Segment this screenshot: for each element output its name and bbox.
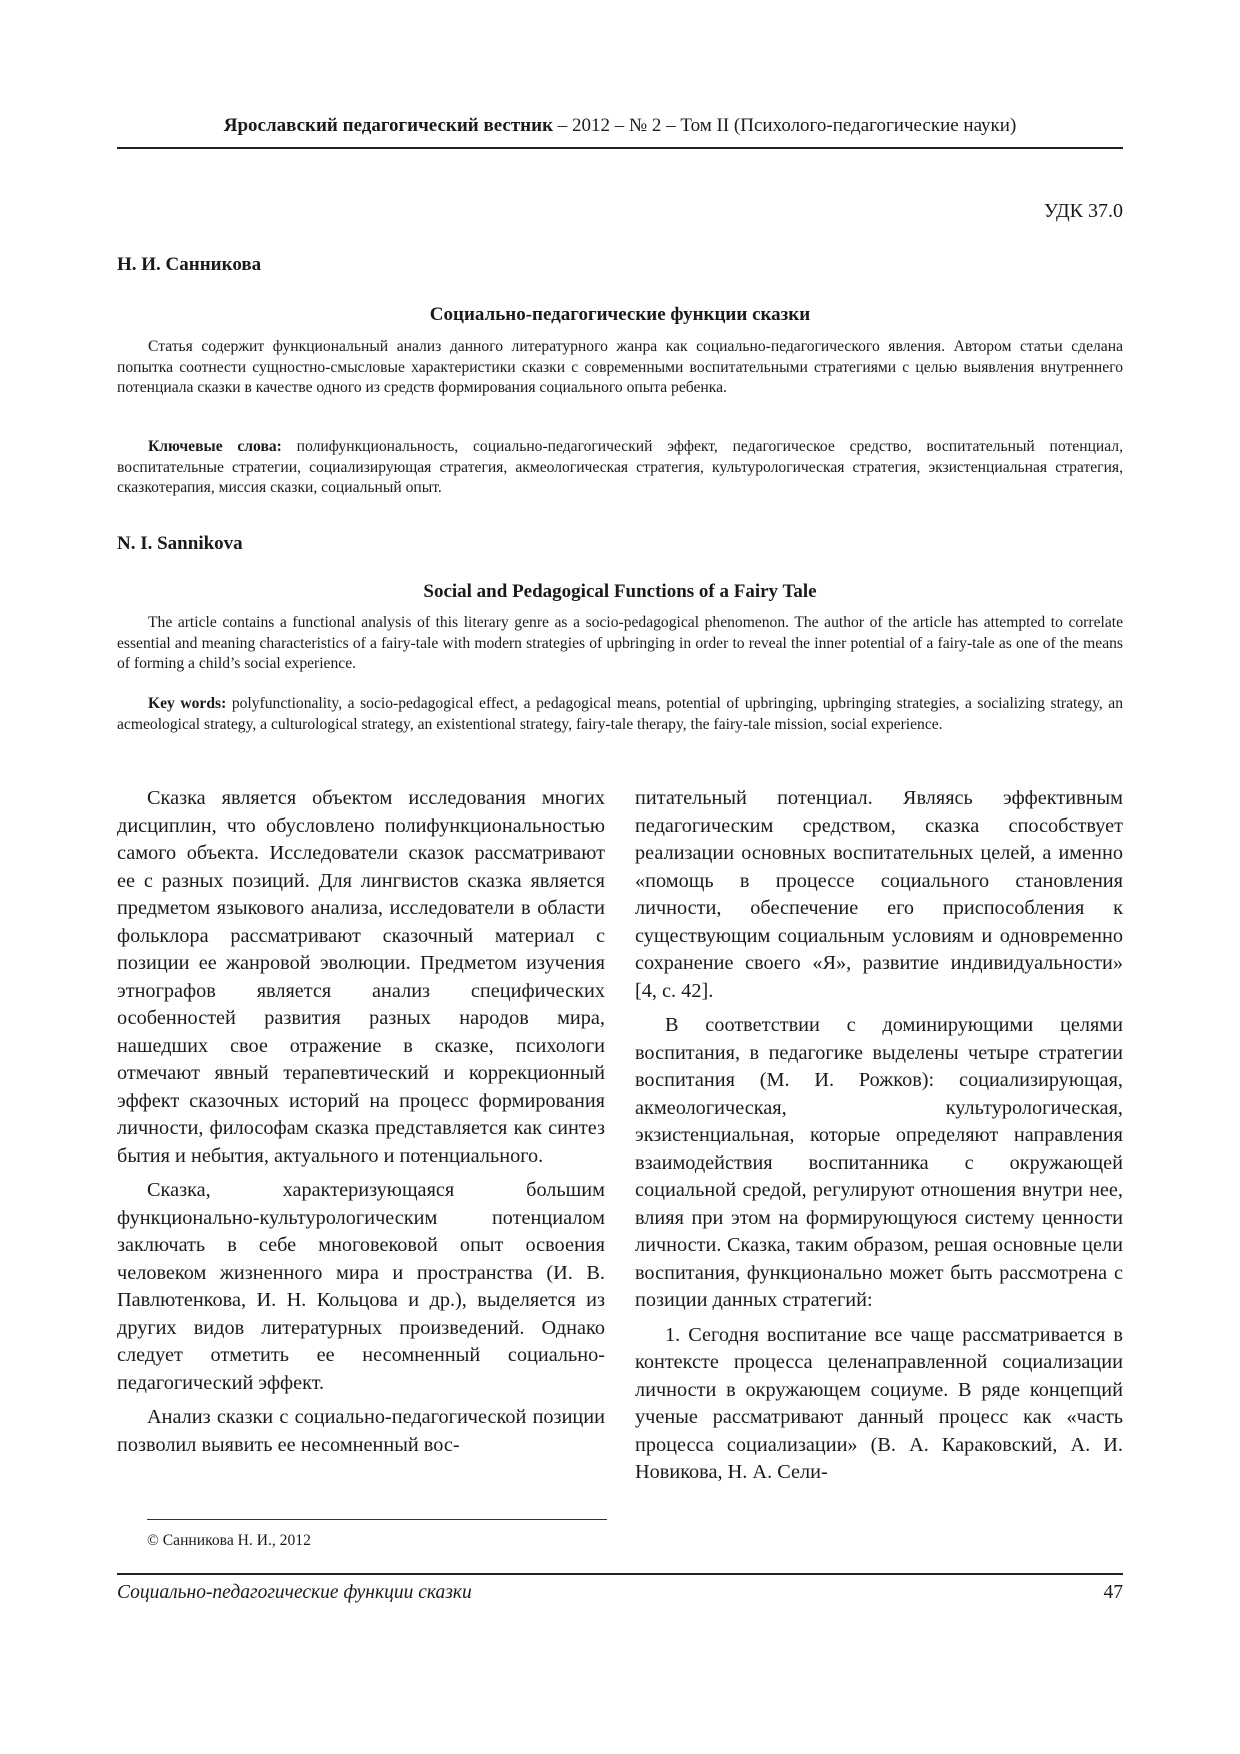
paragraph: питательный потенциал. Являясь эффективным педагогическим средством, сказка способствует реализации основных воспитательных целей, а именно «помощь в процессе социального становления личности, обеспечение его приспособления к существующим социальным условиям и одновременно сохранение своего «Я», развитие индивидуальности» [4, с. 42]. — [635, 787, 1123, 1002]
body-column-left — [117, 785, 605, 1466]
author-en: N. I. Sannikova — [117, 533, 243, 554]
footnote-rule — [147, 1519, 607, 1520]
keywords-text-en: polyfunctionality, a socio-pedagogical effect, a pedagogical means, potential of upbringing, upbringing strategies, a socializing strategy, an acmeological strategy, a culturological strategy, an existentional strategy, fairy-tale therapy, the fairy-tale mission, social experience. — [117, 695, 1123, 733]
keywords-text-ru: полифункциональность, социально-педагогический эффект, педагогическое средство, воспитательный потенциал, воспитательные стратегии, социализирующая стратегия, акмеологическая стратегия, культурологическая стратегия, экзистенциальная стратегия, сказкотерапия, миссия сказки, социальный опыт. — [117, 438, 1123, 496]
running-header — [117, 115, 1123, 137]
page-number: 47 — [1103, 1582, 1123, 1603]
paragraph: В соответствии с доминирующими целями воспитания, в педагогике выделены четыре стратегии воспитания (М. И. Рожков): социализирующая, акмеологическая, культурологическая, экзистенциальная, которые определяют направления взаимодействия воспитанника с окружающей социальной средой, регулируют отношения внутри нее, влияя при этом на формирующуюся систему ценности личности. Сказка, таким образом, решая основные цели воспитания, функционально может быть рассмотрена с позиции данных стратегий: — [635, 1014, 1123, 1311]
copyright-footnote: © Санникова Н. И., 2012 — [147, 1532, 311, 1549]
body-column-right — [635, 785, 1123, 1494]
author-ru: Н. И. Санникова — [117, 254, 262, 275]
abstract-ru: Статья содержит функциональный анализ данного литературного жанра как социально-педагогического явления. Автором статьи сделана попытка соотнести сущностно-смысловые характеристики сказки с современными воспитательными стратегиями с целью выявления внутреннего потенциала сказки в качестве одного из средств формирования социального опыта ребенка. — [117, 338, 1123, 396]
paragraph: Анализ сказки с социально-педагогической позиции позволил выявить ее несомненный вос- — [117, 1406, 605, 1456]
title-ru: Социально-педагогические функции сказки — [429, 304, 811, 325]
paragraph: 1. Сегодня воспитание все чаще рассматривается в контексте процесса целенаправленной социализации личности в окружающем социуме. В ряде концепций ученые рассматривают данный процесс как «часть процесса социализации» (В. А. Караковский, А. И. Новикова, Н. А. Сели- — [635, 1323, 1123, 1483]
keywords-en — [117, 694, 1123, 735]
paragraph: Сказка является объектом исследования многих дисциплин, что обусловлено полифункциональностью самого объекта. Исследователи сказок рассматривают ее с разных позиций. Для лингвистов сказка является предметом языкового анализа, исследователи в области фольклора рассматривают сказочный материал с позиции ее жанровой эволюции. Предметом изучения этнографов является анализ специфических особенностей развития разных народов мира, нашедших свое отражение в сказке, психологи отмечают явный терапевтический и коррекционный эффект сказочных историй на процесс формирования личности, философам сказка представляется как синтез бытия и небытия, актуального и потенциального. — [117, 787, 605, 1167]
udk-code: УДК 37.0 — [1043, 200, 1123, 222]
keywords-label-ru: Ключевые слова: — [148, 438, 282, 455]
title-en: Social and Pedagogical Functions of a Fairy Tale — [423, 581, 817, 602]
keywords-ru — [117, 437, 1123, 499]
abstract-en: The article contains a functional analysis of this literary genre as a socio-pedagogical phenomenon. The author of the article has attempted to correlate essential and meaning characteristics of a fairy-tale with modern strategies of upbringing in order to reveal the inner potential of a fairy-tale as one of the means of forming a child’s social experience. — [117, 614, 1123, 672]
footer-title: Социально-педагогические функции сказки — [117, 1582, 472, 1603]
keywords-label-en: Key words: — [148, 695, 227, 712]
footer-rule — [117, 1573, 1123, 1575]
header-rule — [117, 147, 1123, 149]
journal-name: Ярославский педагогический вестник — [223, 115, 554, 136]
paragraph: Сказка, характеризующаяся большим функционально-культурологическим потенциалом заключать в себе многовековой опыт освоения человеком жизненного мира и пространства (И. В. Павлютенкова, И. Н. Кольцова и др.), выделяется из других видов литературных произведений. Однако следует отметить ее несомненный социально-педагогический эффект. — [117, 1179, 605, 1394]
journal-issue: – 2012 – № 2 – Том II (Психолого-педагогические науки) — [553, 115, 1017, 136]
